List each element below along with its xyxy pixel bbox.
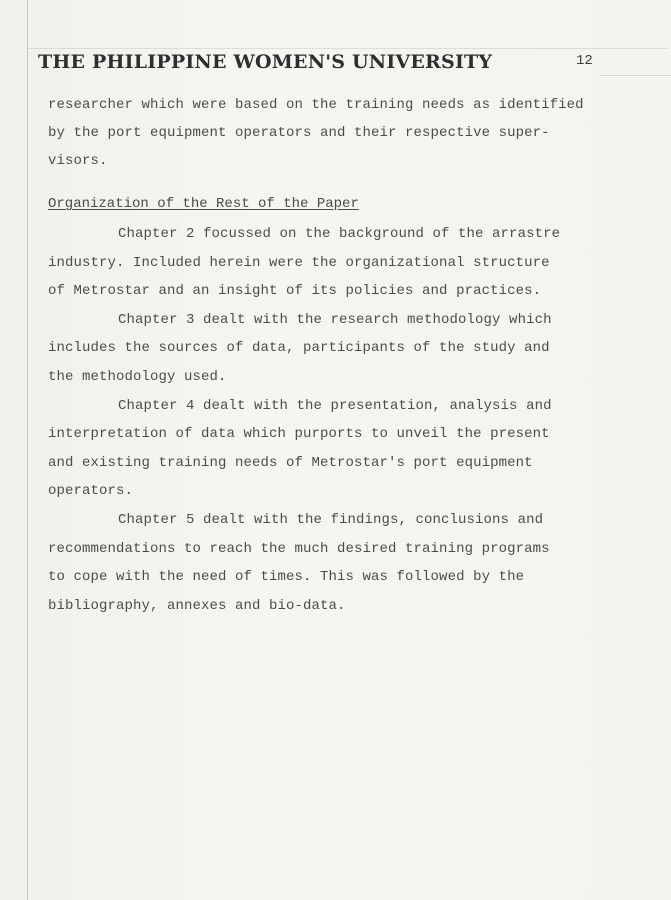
body-line: visors.: [48, 153, 108, 169]
body-line: interpretation of data which purports to unveil the present: [48, 426, 550, 442]
body-line: bibliography, annexes and bio-data.: [48, 598, 346, 614]
body-line: to cope with the need of times. This was followed by the: [48, 569, 525, 585]
body-line: includes the sources of data, participants of the study and: [48, 340, 550, 356]
section-heading: Organization of the Rest of the Paper: [48, 196, 359, 212]
margin-line: [27, 0, 28, 900]
body-line: Chapter 4 dealt with the presentation, analysis and: [118, 398, 552, 414]
body-line: and existing training needs of Metrostar's port equipment: [48, 455, 533, 471]
body-line: Chapter 3 dealt with the research methodology which: [118, 312, 552, 328]
header-rule-right: [600, 75, 671, 76]
body-line: researcher which were based on the training needs as identified: [48, 97, 584, 113]
body-line: Chapter 5 dealt with the findings, conclusions and: [118, 512, 544, 528]
header-rule: [28, 48, 668, 49]
body-line: by the port equipment operators and their respective super-: [48, 125, 550, 141]
body-line: industry. Included herein were the organizational structure: [48, 255, 550, 271]
body-line: the methodology used.: [48, 369, 227, 385]
page-number: 12: [576, 53, 593, 69]
body-line: recommendations to reach the much desired training programs: [48, 541, 550, 557]
body-line: of Metrostar and an insight of its policies and practices.: [48, 283, 542, 299]
university-title: THE PHILIPPINE WOMEN'S UNIVERSITY: [38, 51, 493, 73]
body-line: operators.: [48, 483, 134, 499]
body-line: Chapter 2 focussed on the background of the arrastre: [118, 226, 561, 242]
